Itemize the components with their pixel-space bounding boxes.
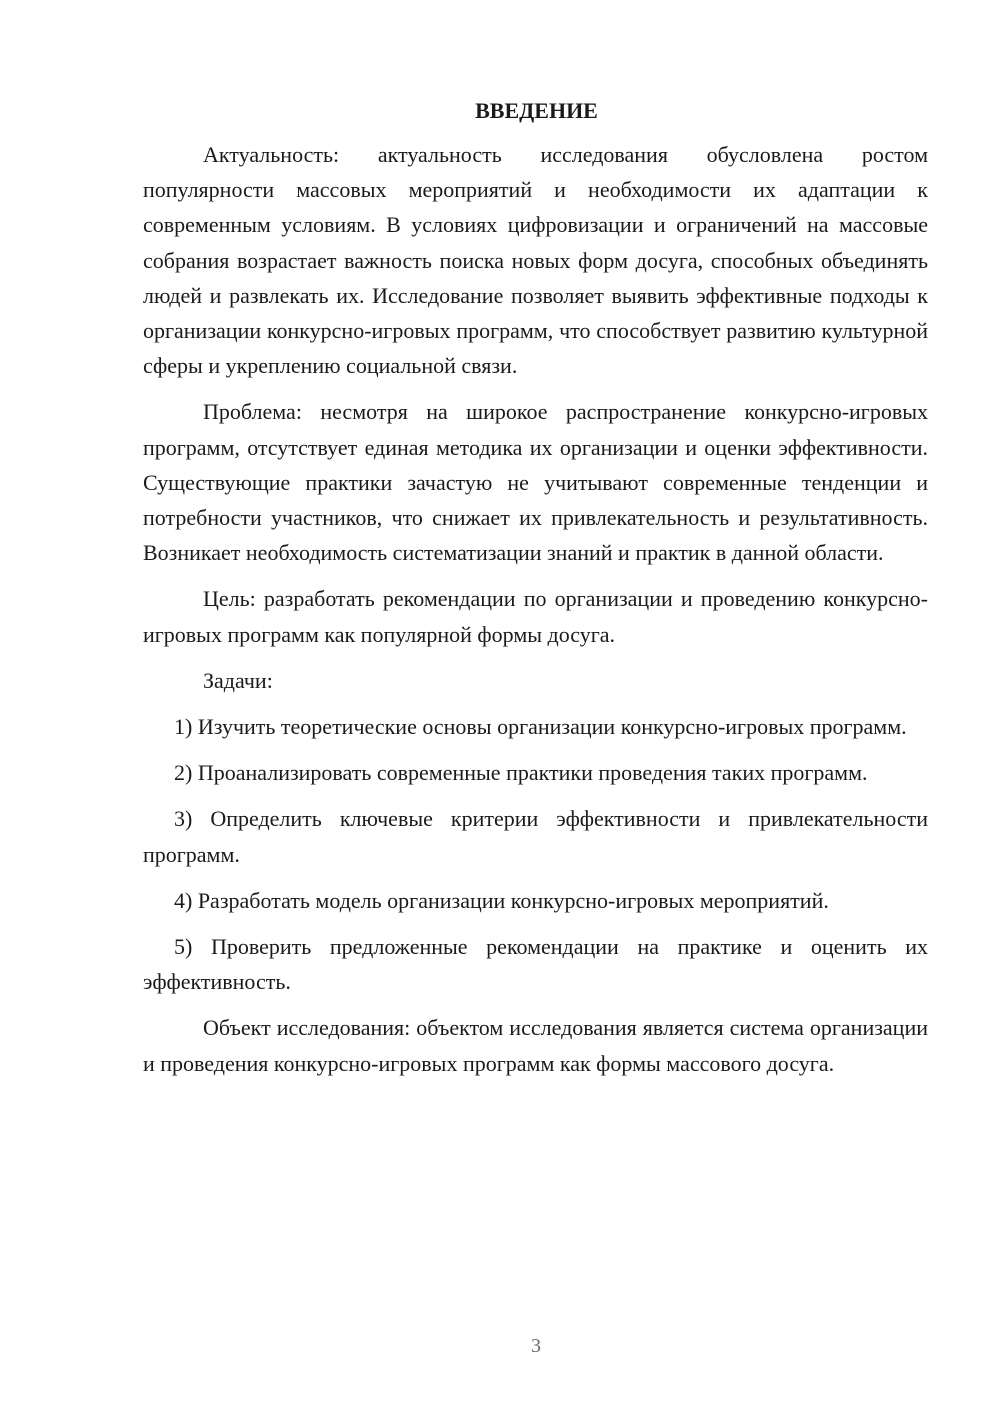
task-item-3: 3) Определить ключевые критерии эффективности и привлекательности программ. (143, 806, 928, 867)
task-item-2: 2) Проанализировать современные практики проведения таких программ. (174, 760, 868, 786)
object-paragraph: Объект исследования: объектом исследования является система организации и проведения конкурсно-игровых программ как формы массового досуга. (143, 1015, 928, 1076)
page-number: 3 (531, 1335, 541, 1357)
task-item-5: 5) Проверить предложенные рекомендации на практике и оценить их эффективность. (143, 934, 928, 995)
document-page (143, 96, 928, 1092)
section-heading: ВВЕДЕНИЕ (475, 98, 598, 123)
goal-paragraph: Цель: разработать рекомендации по организации и проведению конкурсно-игровых программ как популярной формы досуга. (143, 586, 928, 647)
task-item-4: 4) Разработать модель организации конкурсно-игровых мероприятий. (174, 887, 829, 913)
tasks-label: Задачи: (203, 667, 273, 693)
relevance-paragraph: Актуальность: актуальность исследования обусловлена ростом популярности массовых мероприятий и необходимости их адаптации к современным условиям. В условиях цифровизации и ограничений на массовые собрания возрастает важность поиска новых форм досуга, способных объединять людей и развлекать их. Исследование позволяет выявить эффективные подходы к организации конкурсно-игровых программ, что способствует развитию культурной сферы и укреплению социальной связи. (143, 142, 928, 379)
problem-paragraph: Проблема: несмотря на широкое распространение конкурсно-игровых программ, отсутствует единая методика их организации и оценки эффективности. Существующие практики зачастую не учитывают современные тенденции и потребности участников, что снижает их привлекательность и результативность. Возникает необходимость систематизации знаний и практик в данной области. (143, 399, 928, 566)
task-item-1: 1) Изучить теоретические основы организации конкурсно-игровых программ. (174, 714, 907, 740)
